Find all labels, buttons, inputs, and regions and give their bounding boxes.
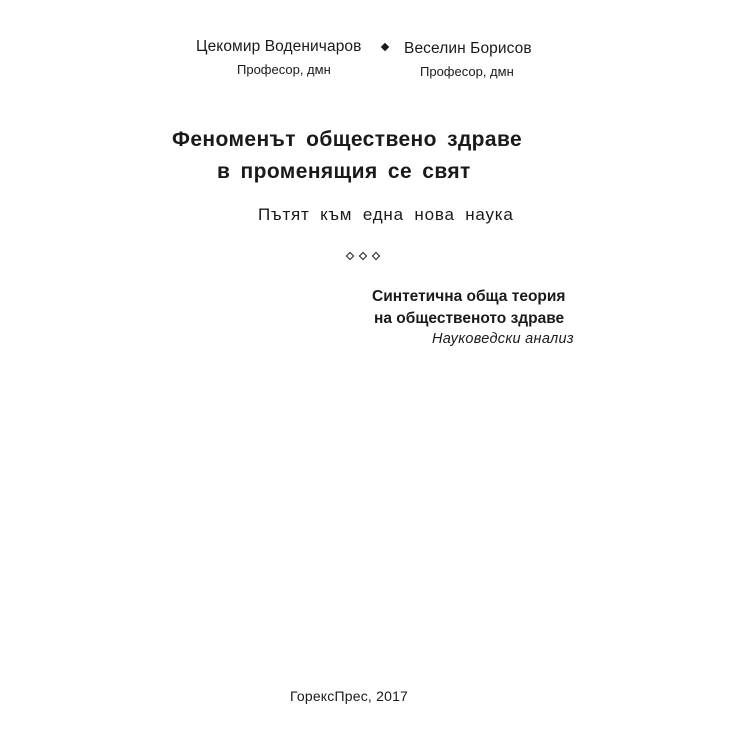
ornament-diamond-icon — [359, 252, 366, 259]
series-title-line-2: на общественото здраве — [374, 310, 565, 327]
author-1-name: Цекомир Воденичаров — [196, 38, 362, 55]
three-diamonds-ornament — [346, 252, 379, 259]
author-1-title: Професор, дмн — [237, 62, 331, 77]
series-subtitle: Науковедски анализ — [432, 331, 574, 347]
title-line-1: Феноменът обществено здраве — [172, 128, 523, 151]
author-2-title: Професор, дмн — [420, 64, 514, 79]
subtitle: Пътят към една нова наука — [258, 205, 514, 224]
title-line-2: в променящия се свят — [217, 160, 471, 183]
author-2-name: Веселин Борисов — [404, 40, 532, 57]
series-title-line-1: Синтетична обща теория — [372, 288, 566, 305]
ornament-diamond-icon — [372, 252, 379, 259]
publisher-imprint: ГорексПрес, 2017 — [290, 688, 409, 704]
diamond-icon — [381, 43, 389, 51]
ornament-diamond-icon — [346, 252, 353, 259]
